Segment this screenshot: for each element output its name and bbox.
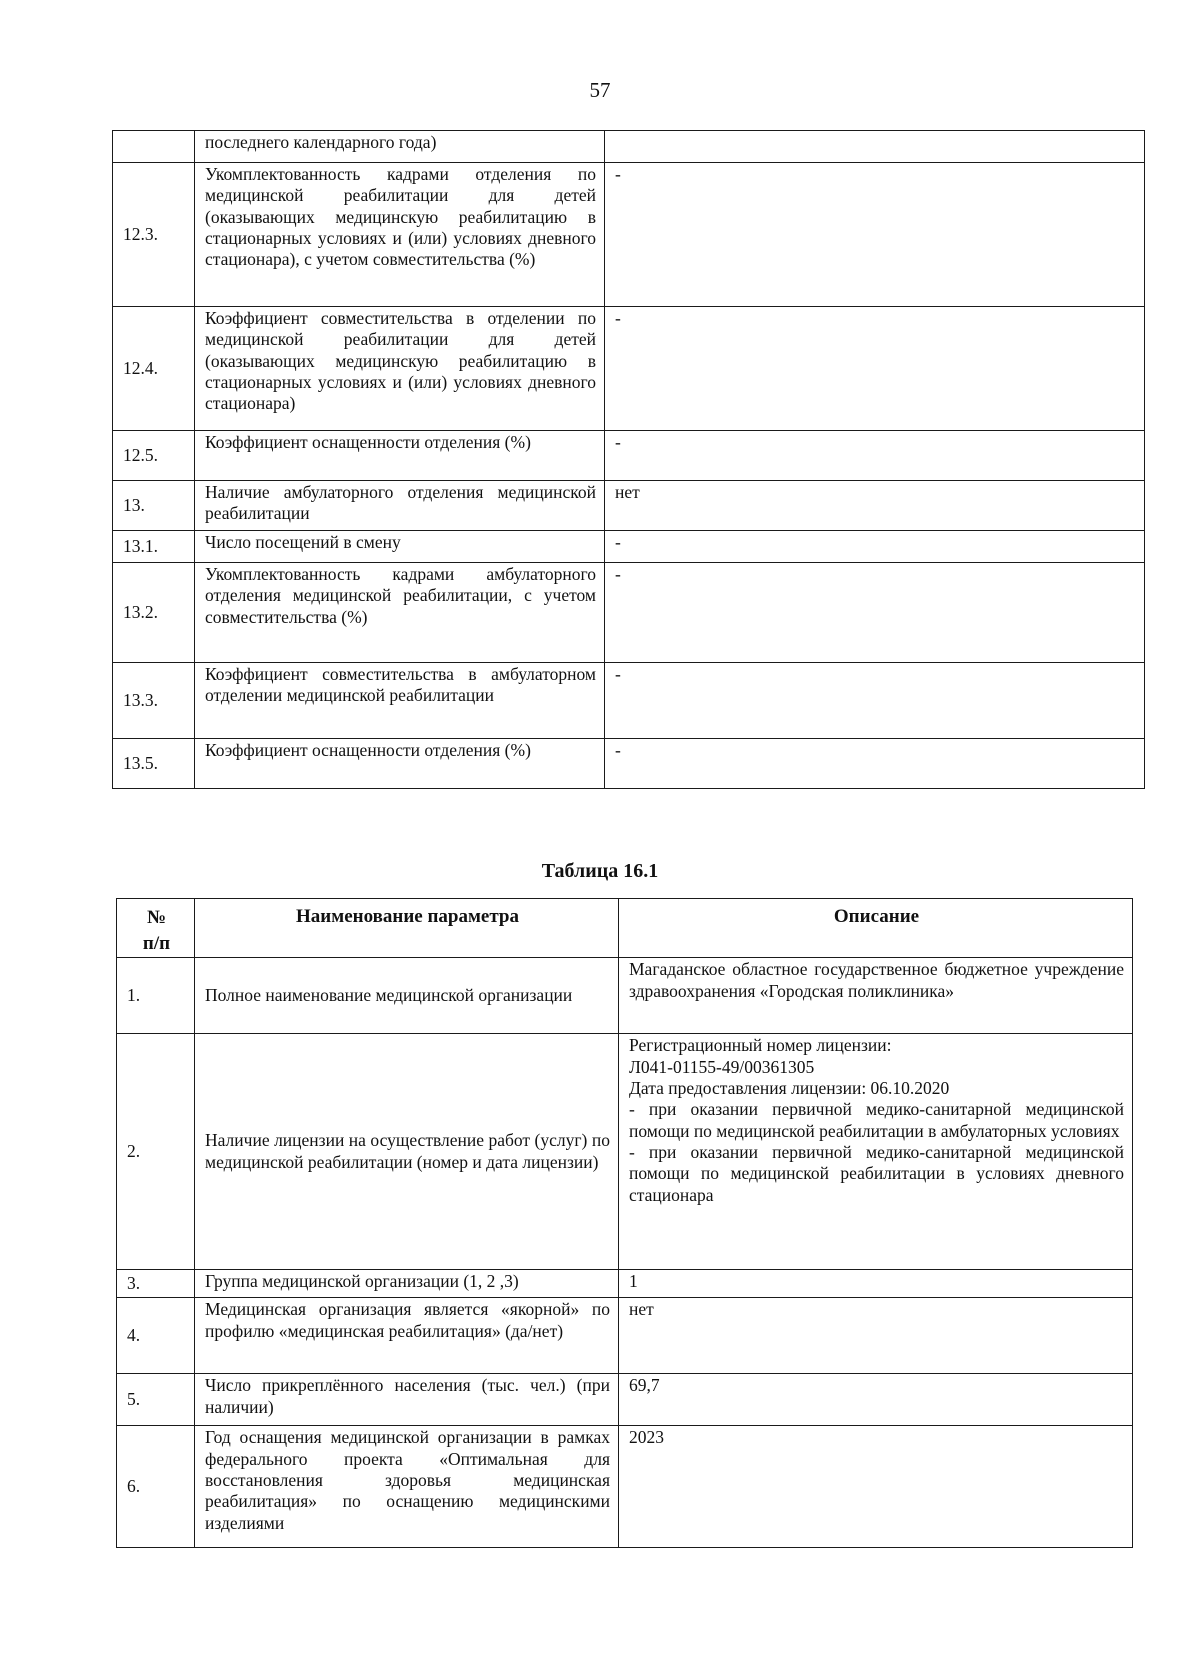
parameter-cell: Укомплектованность кадрами амбулаторного отделения медицинской реабилитации, с учетом совместительства (%) — [195, 563, 605, 663]
value-cell: - — [605, 739, 1145, 789]
table-row — [117, 958, 1133, 1034]
value-cell: Магаданское областное государственное бюджетное учреждение здравоохранения «Городская поликлиника» — [619, 958, 1133, 1034]
table-row — [113, 163, 1145, 307]
table-row — [113, 663, 1145, 739]
table-row — [113, 131, 1145, 163]
row-number — [113, 131, 195, 163]
row-number: 13.5. — [113, 739, 195, 789]
value-cell — [605, 131, 1145, 163]
row-number: 2. — [117, 1034, 195, 1270]
parameter-cell: Группа медицинской организации (1, 2 ,3) — [195, 1270, 619, 1298]
row-number: 13. — [113, 481, 195, 531]
parameter-cell: последнего календарного года) — [195, 131, 605, 163]
parameter-cell: Год оснащения медицинской организации в рамках федерального проекта «Оптимальная для восстановления здоровья медицинская реабилитация» по оснащению медицинскими изделиями — [195, 1426, 619, 1548]
table-row — [117, 1298, 1133, 1374]
value-cell: нет — [619, 1298, 1133, 1374]
parameter-cell: Коэффициент оснащенности отделения (%) — [195, 431, 605, 481]
row-number: 13.3. — [113, 663, 195, 739]
value-cell: 2023 — [619, 1426, 1133, 1548]
row-number: 12.4. — [113, 307, 195, 431]
row-number: 1. — [117, 958, 195, 1034]
value-cell: Регистрационный номер лицензии: Л041-01155-49/00361305 Дата предоставления лицензии: 06.10.2020 - при оказании первичной медико-санитарной медицинской помощи по медицинской реабилитации в амбулаторных условиях - при оказании первичной медико-санитарной медицинской помощи по медицинской реабилитации в условиях дневного стационара — [619, 1034, 1133, 1270]
parameter-cell: Наличие лицензии на осуществление работ (услуг) по медицинской реабилитации (номер и дата лицензии) — [195, 1034, 619, 1270]
value-cell: нет — [605, 481, 1145, 531]
page-number: 57 — [589, 78, 611, 102]
column-header-parameter: Наименование параметра — [195, 899, 619, 958]
table-row — [117, 1270, 1133, 1298]
value-cell: - — [605, 663, 1145, 739]
parameter-cell: Наличие амбулаторного отделения медицинской реабилитации — [195, 481, 605, 531]
column-header-number: № п/п — [117, 899, 195, 958]
row-number: 12.5. — [113, 431, 195, 481]
value-cell: - — [605, 431, 1145, 481]
parameter-cell: Коэффициент совместительства в амбулаторном отделении медицинской реабилитации — [195, 663, 605, 739]
table-title: Таблица 16.1 — [541, 860, 659, 882]
table-row — [113, 307, 1145, 431]
row-number: 3. — [117, 1270, 195, 1298]
parameter-cell: Медицинская организация является «якорной» по профилю «медицинская реабилитация» (да/нет) — [195, 1298, 619, 1374]
parameter-cell: Укомплектованность кадрами отделения по медицинской реабилитации для детей (оказывающих медицинскую реабилитацию в стационарных условиях и (или) условиях дневного стационара), с учетом совместительства (%) — [195, 163, 605, 307]
table-row — [113, 563, 1145, 663]
row-number: 12.3. — [113, 163, 195, 307]
table-row — [113, 739, 1145, 789]
table-row — [117, 1034, 1133, 1270]
value-cell: 69,7 — [619, 1374, 1133, 1426]
row-number: 6. — [117, 1426, 195, 1548]
table-row — [113, 481, 1145, 531]
value-cell: - — [605, 531, 1145, 563]
value-cell: - — [605, 307, 1145, 431]
table-16-1 — [116, 898, 1133, 1548]
parameter-cell: Коэффициент совместительства в отделении по медицинской реабилитации для детей (оказывающих медицинскую реабилитацию в стационарных условиях и (или) условиях дневного стационара) — [195, 307, 605, 431]
parameter-cell: Число прикреплённого населения (тыс. чел.) (при наличии) — [195, 1374, 619, 1426]
table-row — [117, 1374, 1133, 1426]
parameter-cell: Полное наименование медицинской организации — [195, 958, 619, 1034]
row-number: 13.1. — [113, 531, 195, 563]
table-row — [113, 431, 1145, 481]
value-cell: - — [605, 163, 1145, 307]
table-row — [117, 1426, 1133, 1548]
parameter-cell: Число посещений в смену — [195, 531, 605, 563]
column-header-description: Описание — [619, 899, 1133, 958]
parameter-cell: Коэффициент оснащенности отделения (%) — [195, 739, 605, 789]
value-cell: 1 — [619, 1270, 1133, 1298]
row-number: 5. — [117, 1374, 195, 1426]
table-row — [113, 531, 1145, 563]
table-header-row — [117, 899, 1133, 958]
row-number: 13.2. — [113, 563, 195, 663]
row-number: 4. — [117, 1298, 195, 1374]
value-cell: - — [605, 563, 1145, 663]
table-continued — [112, 130, 1145, 789]
